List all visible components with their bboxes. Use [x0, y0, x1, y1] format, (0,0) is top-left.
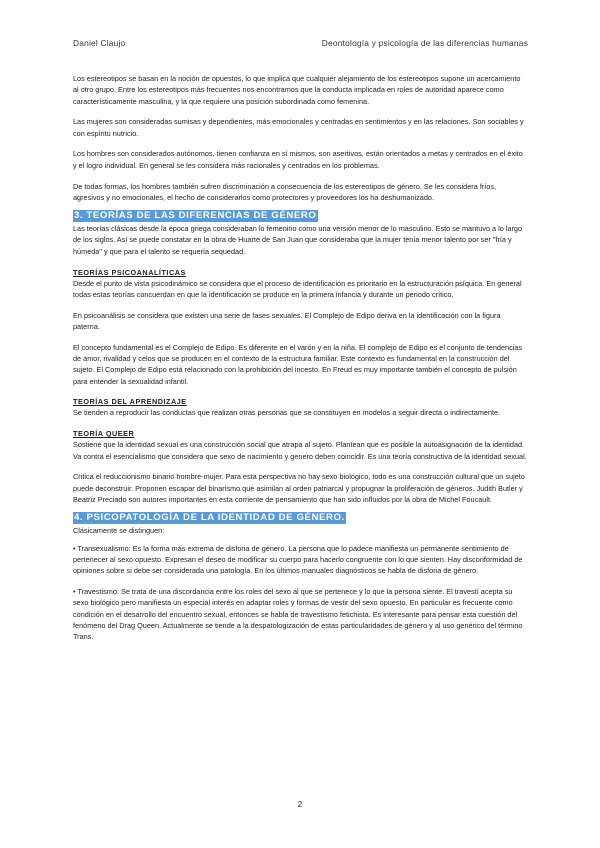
paragraph: Los estereotipos se basan en la noción de opuestos, lo que implica que cualquier alejamiento de los estereotipos supone un acercamiento al otro grupo. Entre los estereotipos más frecuentes nos encontramos que la conducta implicada en roles de autoridad aparece como característicamente masculina, y la que requiere una posición subordinada como femenina. [73, 74, 521, 106]
paragraph: Desde el punto de vista psicodinámico se considera que el proceso de identificación es prioritario en la estructuración psíquica. En general todas estas teorías concuerdan en que la identificación se produce en la primera infancia y durante un periodo crítico. [73, 278, 522, 299]
page-header [73, 38, 528, 50]
subheading-psicoanaliticas: TEORÍAS PSICOANALÍTICAS [73, 267, 186, 277]
list-item: • Travestismo: Se trata de una discordancia entre los roles del sexo al que se pertenece y lo que la persona siente. El travestí acepta su sexo biológico pero manifiesta un especial interés en adaptar roles y formas de vestir del sexo opuesto. En particular es frecuente como condición en el desarrollo del encuentro sexual, entonces se habla de travestismo fetichista. Es interesante para pensar esta cuestión del fenómeno del Drag Queen. Actualmente se tiende a la despatologización de estas particularidades de género y al uso genérico del término Trans. [73, 586, 523, 642]
header-subject: Deontología y psicología de las diferencias humanas [321, 38, 528, 48]
paragraph: Las mujeres son consideradas sumisas y dependientes, más emocionales y centradas en sentimientos y en las relaciones. Son sociables y con espíritu nutricio. [73, 117, 524, 138]
subheading-queer: TEORÍA QUEER [73, 429, 135, 439]
section-heading-3: 3. TEORÍAS DE LAS DIFERENCIAS DE GÉNERO [74, 210, 317, 222]
paragraph: Los hombres son considerados autónomos, tienen confianza en sí mismos, son asertivos, están orientados a metas y centrados en el éxito y el logro individual. En general se les considera más racionales y centrados en los problemas. [73, 149, 523, 170]
section-heading-4: 4. PSICOPATOLOGÍA DE LA IDENTIDAD DE GÉNERO. [74, 512, 345, 524]
page-number: 2 [297, 800, 303, 809]
subheading-aprendizaje: TEORÍAS DEL APRENDIZAJE [73, 397, 187, 407]
paragraph: El concepto fundamental es el Complejo de Edipo. Es diferente en el varón y en la niña. El complejo de Edipo es el conjunto de tendencias de amor, rivalidad y celos que se producen en el contexto de la estructura familiar. Este contexto es fundamental en la construcción del sujeto. El Complejo de Edipo está relacionado con la prohibición del incesto. En Freud es muy importante también el concepto de pulsión para entender la sexualidad infantil. [73, 342, 523, 386]
header-author: Daniel Claujo [73, 38, 126, 48]
paragraph: Las teorías clásicas desde la época griega consideraban lo femenino como una versión menor de lo masculino. Esto se mantuvo a lo largo de los siglos. Así se puede constatar en la obra de Huarte de San Juan que consideraba que la mujer tenía menor talento por ser "fría y húmeda" y que para el talento se requería sequedad. [73, 224, 523, 256]
paragraph: Sostiene que la identidad sexual es una construcción social que atrapa al sujeto. Plantean que es posible la autoasignación de la identidad. Va contra el esencialismo que considera que sexo de nacimiento y genero deben coincidir. Es una teoría constructiva de la identidad sexual. [73, 440, 527, 461]
paragraph: En psicoanálisis se considera que existen una serie de fases sexuales. El Complejo de Edipo deriva en la identificación con la figura paterna. [73, 310, 501, 331]
page-body [73, 73, 528, 652]
paragraph: Critica el reduccionismo binario hombre-mujer. Para esta perspectiva no hay sexo biológico, todo es una construcción cultural que un sujeto puede deconstruir. Proponen escapar del binarismo que asimilan al orden patriarcal y propugnar la proliferación de géneros. Judith Butler y Beatriz Preciado son autores importantes en esta corriente de pensamiento que han sido influidos por la obra de Michel Foucault. [73, 472, 525, 504]
paragraph: Se tienden a reproducir las conductas que realizan otras personas que se constituyen en modelos a seguir directa o indirectamente. [73, 408, 501, 418]
list-item: • Transexualismo: Es la forma más extrema de disforia de género. La persona que lo padece manifiesta un permanente sentimiento de pertenecer al sexo opuesto. Expresan el deseo de modificar su cuerpo para hacerlo congruente con lo que sienten. Hay disconformidad de opiniones sobre si debe ser considerada una patología. En los últimos manuales diagnósticos se habla de disforia de género. [73, 543, 523, 576]
paragraph: Clásicamente se distinguen: [73, 526, 165, 536]
paragraph: De todas formas, los hombres también sufren discriminación a consecuencia de los estereotipos de género. Se les considera fríos, agresivos y no emocionales, el hecho de considerarlos como protectores y proveedores los ha deshumanizado. [73, 181, 497, 202]
